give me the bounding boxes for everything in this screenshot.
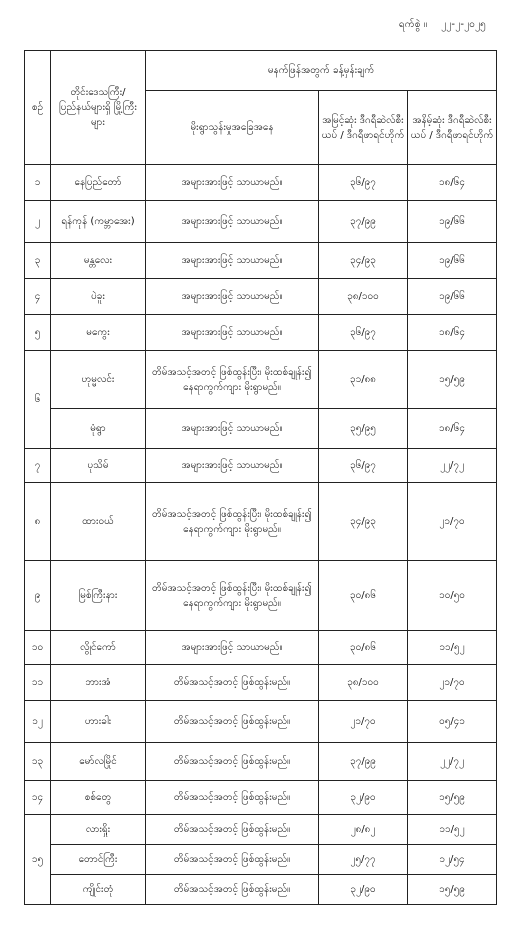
row-number: ၃ — [25, 243, 51, 279]
table-row — [25, 449, 497, 483]
city-name: မြစ်ကြီးနား — [51, 561, 146, 631]
table-row — [25, 701, 497, 743]
city-name: မန္တလေး — [51, 243, 146, 279]
table-row — [25, 409, 497, 449]
row-number: ၁၄ — [25, 781, 51, 815]
max-temperature: ၃၀/၈၆ — [319, 561, 408, 631]
max-temperature: ၃၂/၉၀ — [319, 781, 408, 815]
max-temperature: ၃၅/၉၅ — [319, 409, 408, 449]
city-name: ဟုမ္မလင်း — [51, 351, 146, 409]
min-temperature: ၁၁/၅၂ — [408, 815, 497, 845]
max-temperature: ၂၅/၇၇ — [319, 845, 408, 875]
header-weather: မိုးရွာသွန်းမှုအခြေအနေ — [146, 91, 319, 165]
row-number: ၈ — [25, 483, 51, 561]
city-name: ဘားအံ — [51, 665, 146, 701]
max-temperature: ၃၇/၉၉ — [319, 201, 408, 243]
min-temperature: ၁၂/၅၄ — [408, 845, 497, 875]
max-temperature: ၃၈/၁၀၀ — [319, 279, 408, 315]
row-number: ၁၅ — [25, 815, 51, 905]
weather-condition: တိမ်အသင့်အတင့် ဖြစ်ထွန်းမည်။ — [146, 743, 319, 781]
city-name: နေပြည်တော် — [51, 165, 146, 201]
header-row-1 — [25, 51, 497, 91]
city-name: ပုသိမ် — [51, 449, 146, 483]
max-temperature: ၃၆/၉၇ — [319, 449, 408, 483]
weather-condition: တိမ်အသင့်အတင့် ဖြစ်ထွန်းပြီး၊ မိုးထစ်ချုန်း၍ နေရာကွက်ကျား မိုးရွာမည်။ — [146, 351, 319, 409]
forecast-table — [24, 50, 497, 905]
table-row — [25, 845, 497, 875]
table-row — [25, 631, 497, 665]
max-temperature: ၂၁/၇၀ — [319, 701, 408, 743]
weather-condition: တိမ်အသင့်အတင့် ဖြစ်ထွန်းမည်။ — [146, 701, 319, 743]
table-row — [25, 561, 497, 631]
row-number: ၁ — [25, 165, 51, 201]
min-temperature: ၂၁/၇၀ — [408, 665, 497, 701]
weather-condition: အများအားဖြင့် သာယာမည်။ — [146, 243, 319, 279]
table-row — [25, 243, 497, 279]
max-temperature: ၃၇/၉၉ — [319, 743, 408, 781]
table-row — [25, 279, 497, 315]
weather-condition: တိမ်အသင့်အတင့် ဖြစ်ထွန်းမည်။ — [146, 781, 319, 815]
min-temperature: ၂၁/၇၀ — [408, 483, 497, 561]
header-min-temp: အနိမ့်ဆုံး ဒီဂရီဆဲလ်စီးယပ် / ဒီဂရီဖာရင်ဟိုက် — [408, 91, 497, 165]
max-temperature: ၃၂/၉၀ — [319, 875, 408, 905]
header-region: တိုင်းဒေသကြီး/ ပြည်နယ်များရှိ မြို့ကြီးများ — [51, 51, 146, 165]
table-row — [25, 815, 497, 845]
min-temperature: ၀၅/၄၁ — [408, 701, 497, 743]
weather-condition: တိမ်အသင့်အတင့် ဖြစ်ထွန်းမည်။ — [146, 665, 319, 701]
city-name: မုံရွာ — [51, 409, 146, 449]
weather-condition: တိမ်အသင့်အတင့် ဖြစ်ထွန်းပြီး၊ မိုးထစ်ချုန်း၍ နေရာကွက်ကျား မိုးရွာမည်။ — [146, 483, 319, 561]
weather-condition: အများအားဖြင့် သာယာမည်။ — [146, 165, 319, 201]
max-temperature: ၃၁/၈၈ — [319, 351, 408, 409]
table-row — [25, 875, 497, 905]
min-temperature: ၁၉/၆၆ — [408, 279, 497, 315]
city-name: ပဲခူး — [51, 279, 146, 315]
max-temperature: ၃၄/၉၃ — [319, 243, 408, 279]
max-temperature: ၃၄/၉၃ — [319, 483, 408, 561]
city-name: ကျိုင်းတုံ — [51, 875, 146, 905]
forecast-table-body — [25, 51, 497, 905]
table-row — [25, 351, 497, 409]
date-label: ရက်စွဲ ။ — [398, 19, 428, 30]
min-temperature: ၁၉/၆၆ — [408, 243, 497, 279]
weather-condition: အများအားဖြင့် သာယာမည်။ — [146, 315, 319, 351]
row-number: ၄ — [25, 279, 51, 315]
weather-condition: တိမ်အသင့်အတင့် ဖြစ်ထွန်းပြီး၊ မိုးထစ်ချုန်း၍ နေရာကွက်ကျား မိုးရွာမည်။ — [146, 561, 319, 631]
weather-condition: တိမ်အသင့်အတင့် ဖြစ်ထွန်းမည်။ — [146, 875, 319, 905]
header-no: စဉ် — [25, 51, 51, 165]
min-temperature: ၁၅/၅၉ — [408, 781, 497, 815]
header-max-temp: အမြင့်ဆုံး ဒီဂရီဆဲလ်စီးယပ် / ဒီဂရီဖာရင်ဟိုက် — [319, 91, 408, 165]
row-number: ၂ — [25, 201, 51, 243]
weather-condition: အများအားဖြင့် သာယာမည်။ — [146, 631, 319, 665]
min-temperature: ၂၂/၇၂ — [408, 743, 497, 781]
min-temperature: ၁၁/၅၂ — [408, 631, 497, 665]
min-temperature: ၁၈/၆၄ — [408, 315, 497, 351]
row-number: ၁၀ — [25, 631, 51, 665]
weather-condition: တိမ်အသင့်အတင့် ဖြစ်ထွန်းမည်။ — [146, 845, 319, 875]
min-temperature: ၁၅/၅၉ — [408, 351, 497, 409]
row-number: ၆ — [25, 351, 51, 449]
city-name: စစ်တွေ — [51, 781, 146, 815]
row-number: ၉ — [25, 561, 51, 631]
min-temperature: ၂၂/၇၂ — [408, 449, 497, 483]
row-number: ၁၂ — [25, 701, 51, 743]
city-name: လွိုင်ကော် — [51, 631, 146, 665]
weather-condition: တိမ်အသင့်အတင့် ဖြစ်ထွန်းမည်။ — [146, 815, 319, 845]
min-temperature: ၁၉/၆၆ — [408, 201, 497, 243]
table-row — [25, 165, 497, 201]
header-forecast-group: မနက်ဖြန်အတွက် ခန့်မှန်းချက် — [146, 51, 497, 91]
weather-condition: အများအားဖြင့် သာယာမည်။ — [146, 449, 319, 483]
min-temperature: ၁၅/၅၉ — [408, 875, 497, 905]
city-name: မော်လမြိုင် — [51, 743, 146, 781]
city-name: ရန်ကုန် (ကမ္ဘာအေး) — [51, 201, 146, 243]
min-temperature: ၁၈/၆၄ — [408, 409, 497, 449]
max-temperature: ၃၆/၉၇ — [319, 165, 408, 201]
table-row — [25, 665, 497, 701]
row-number: ၅ — [25, 315, 51, 351]
max-temperature: ၃၆/၉၇ — [319, 315, 408, 351]
date-value: ၂၂-၂-၂၀၂၅ — [441, 19, 486, 30]
row-number: ၇ — [25, 449, 51, 483]
city-name: လားရှိုး — [51, 815, 146, 845]
weather-condition: အများအားဖြင့် သာယာမည်။ — [146, 201, 319, 243]
max-temperature: ၃၈/၁၀၀ — [319, 665, 408, 701]
city-name: ထားဝယ် — [51, 483, 146, 561]
min-temperature: ၁၀/၅၀ — [408, 561, 497, 631]
report-date — [399, 17, 486, 32]
table-row — [25, 201, 497, 243]
row-number: ၁၃ — [25, 743, 51, 781]
row-number: ၁၁ — [25, 665, 51, 701]
table-row — [25, 483, 497, 561]
weather-condition: အများအားဖြင့် သာယာမည်။ — [146, 279, 319, 315]
table-row — [25, 781, 497, 815]
table-row — [25, 743, 497, 781]
city-name: ဟားခါး — [51, 701, 146, 743]
max-temperature: ၃၀/၈၆ — [319, 631, 408, 665]
city-name: မကွေး — [51, 315, 146, 351]
weather-condition: အများအားဖြင့် သာယာမည်။ — [146, 409, 319, 449]
max-temperature: ၂၈/၈၂ — [319, 815, 408, 845]
city-name: တောင်ကြီး — [51, 845, 146, 875]
min-temperature: ၁၈/၆၄ — [408, 165, 497, 201]
table-row — [25, 315, 497, 351]
